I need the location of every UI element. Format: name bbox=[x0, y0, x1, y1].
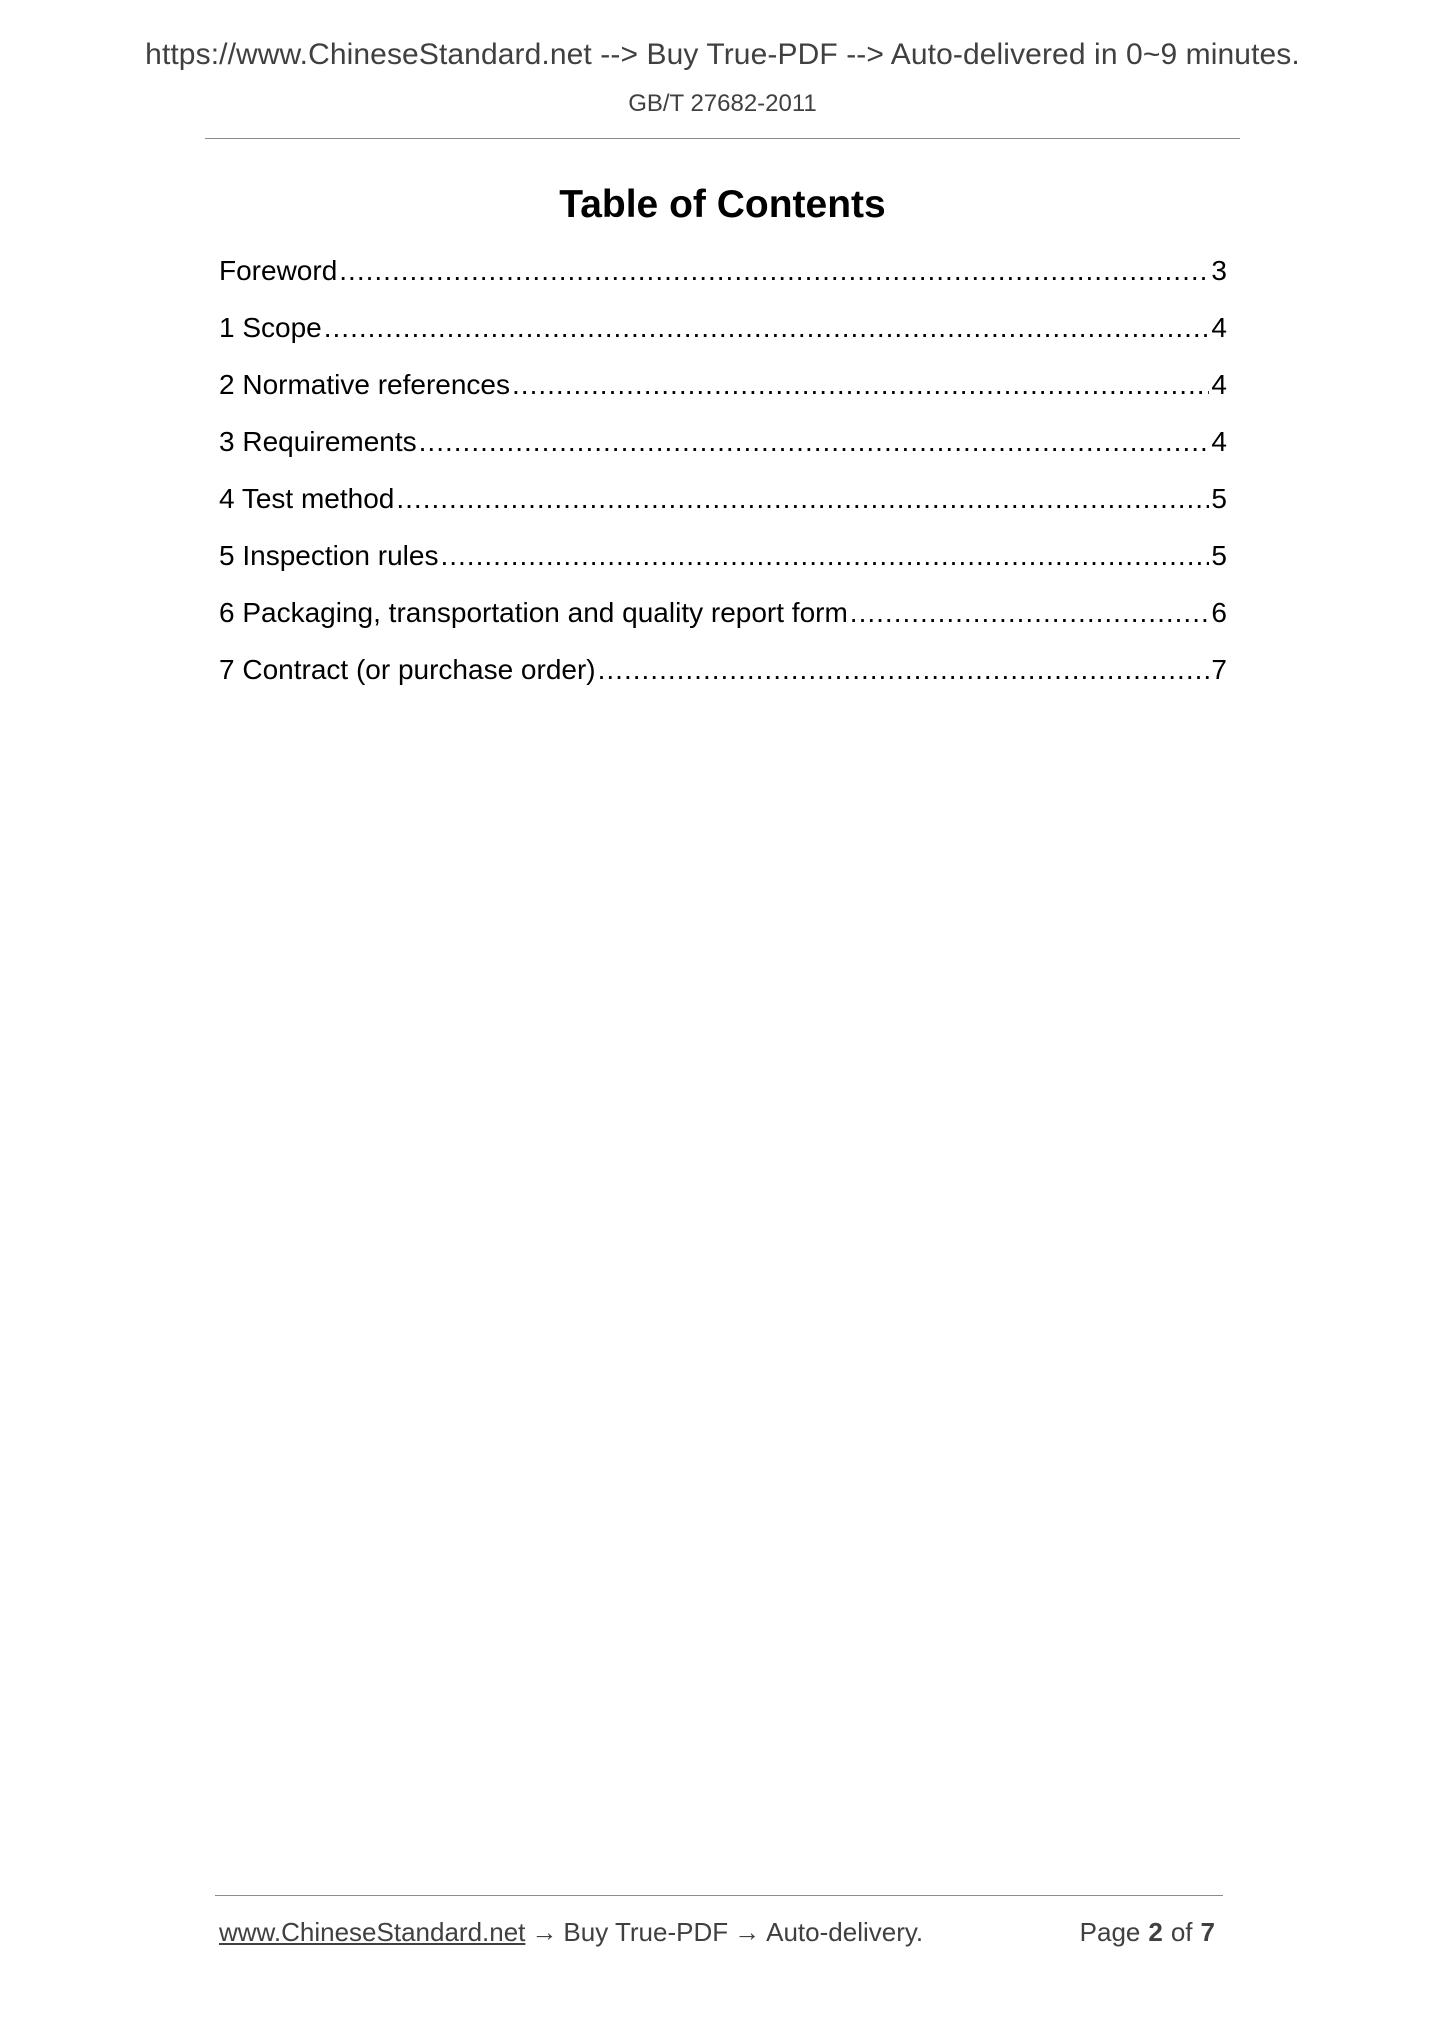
page-total: 7 bbox=[1200, 1917, 1215, 1947]
toc-entry-scope[interactable] bbox=[219, 312, 1227, 369]
footer-divider bbox=[215, 1895, 1223, 1896]
arrow-right-icon: → bbox=[734, 1917, 761, 1947]
footer-delivery-text: Auto-delivery. bbox=[766, 1917, 924, 1947]
top-banner: https://www.ChineseStandard.net --> Buy True-PDF --> Auto-delivered in 0~9 minutes. bbox=[145, 38, 1300, 71]
page-of-label: of bbox=[1170, 1917, 1193, 1947]
toc-entry-contract[interactable] bbox=[219, 654, 1227, 711]
toc-entry-packaging[interactable] bbox=[219, 597, 1227, 654]
toc-entry-label: Foreword bbox=[219, 255, 338, 286]
toc-dot-leader bbox=[440, 540, 1209, 572]
site-link[interactable]: www.ChineseStandard.net bbox=[219, 1917, 526, 1947]
toc-entry-normative-references[interactable] bbox=[219, 369, 1227, 426]
toc-entry-inspection-rules[interactable] bbox=[219, 540, 1227, 597]
toc-entry-page: 4 bbox=[1211, 426, 1227, 457]
toc-entry-page: 7 bbox=[1211, 654, 1227, 685]
toc-dot-leader bbox=[419, 426, 1210, 458]
toc-dot-leader bbox=[850, 597, 1210, 629]
toc-entry-label: 3 Requirements bbox=[219, 426, 417, 457]
footer-buy-text: Buy True-PDF bbox=[563, 1917, 729, 1947]
page-label: Page bbox=[1079, 1917, 1141, 1947]
toc-entry-requirements[interactable] bbox=[219, 426, 1227, 483]
page-current: 2 bbox=[1148, 1917, 1163, 1947]
document-code: GB/T 27682-2011 bbox=[628, 90, 817, 117]
footer-promo bbox=[219, 1917, 923, 1948]
toc-dot-leader bbox=[512, 369, 1209, 401]
toc-entry-page: 4 bbox=[1211, 369, 1227, 400]
toc-entry-page: 4 bbox=[1211, 312, 1227, 343]
page-indicator bbox=[1080, 1917, 1223, 1948]
toc-entry-test-method[interactable] bbox=[219, 483, 1227, 540]
toc-entry-page: 3 bbox=[1211, 255, 1227, 286]
toc-list bbox=[219, 255, 1227, 711]
header-divider bbox=[205, 138, 1240, 139]
toc-entry-foreword[interactable] bbox=[219, 255, 1227, 312]
toc-entry-label: 6 Packaging, transportation and quality report form bbox=[219, 597, 848, 628]
arrow-right-icon: → bbox=[531, 1917, 558, 1947]
toc-entry-page: 5 bbox=[1211, 540, 1227, 571]
toc-dot-leader bbox=[339, 255, 1209, 287]
toc-title: Table of Contents bbox=[559, 183, 886, 226]
toc-entry-label: 2 Normative references bbox=[219, 369, 511, 400]
toc-dot-leader bbox=[598, 654, 1210, 686]
toc-dot-leader bbox=[396, 483, 1209, 515]
toc-entry-label: 4 Test method bbox=[219, 483, 395, 514]
toc-entry-label: 1 Scope bbox=[219, 312, 322, 343]
toc-entry-label: 5 Inspection rules bbox=[219, 540, 439, 571]
toc-entry-label: 7 Contract (or purchase order) bbox=[219, 654, 596, 685]
toc-entry-page: 5 bbox=[1211, 483, 1227, 514]
toc-dot-leader bbox=[324, 312, 1210, 344]
toc-entry-page: 6 bbox=[1211, 597, 1227, 628]
